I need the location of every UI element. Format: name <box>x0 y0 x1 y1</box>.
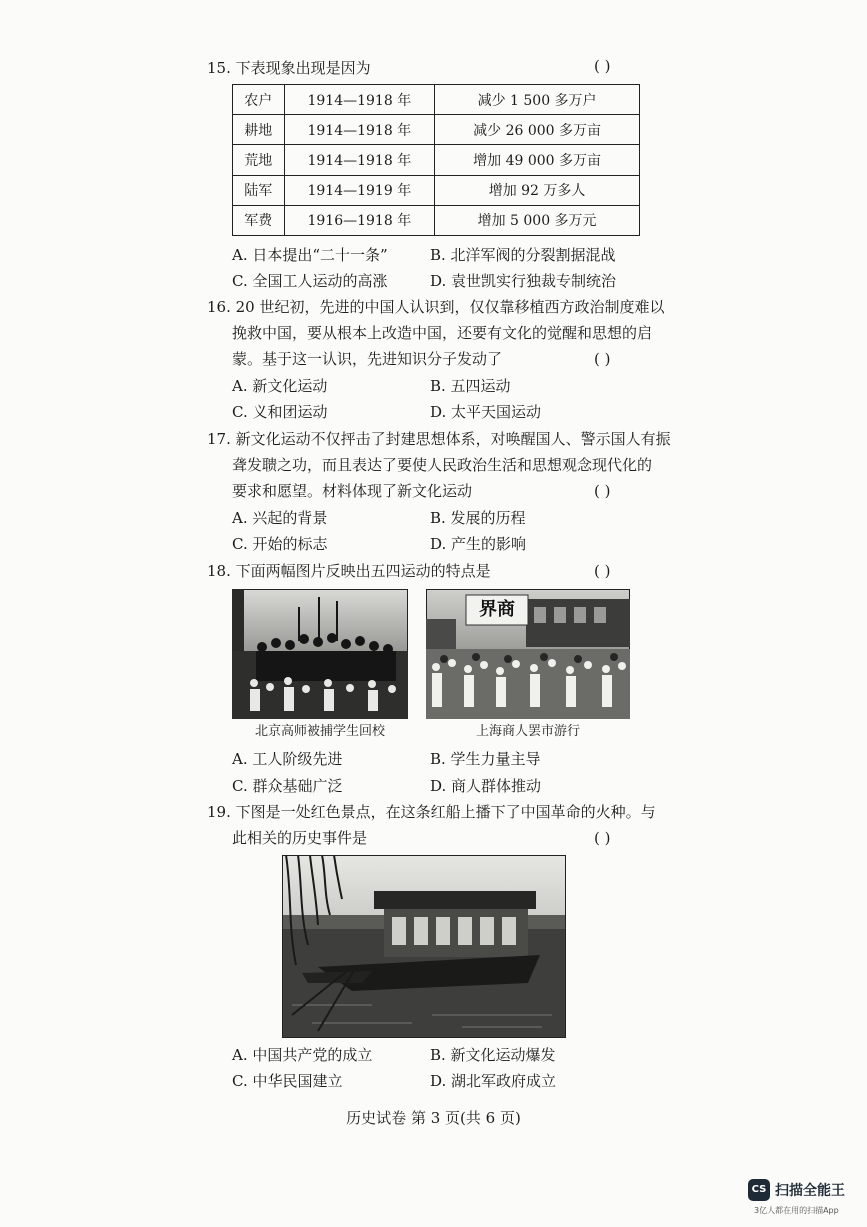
question-18-answer-blank: ( ) <box>594 562 611 580</box>
question-19-stem-line-2: 此相关的历史事件是 <box>232 829 368 847</box>
merchants-strike-caption: 上海商人罢市游行 <box>475 724 580 739</box>
table-cell: 减少 26 000 多万亩 <box>435 115 640 145</box>
question-17-option-b: B. 发展的历程 <box>430 509 526 527</box>
question-16-stem-line-2: 挽救中国，要从根本上改造中国，还要有文化的觉醒和思想的启 <box>232 324 653 342</box>
question-15-option-d: D. 袁世凯实行独裁专制统治 <box>430 272 617 290</box>
question-19-option-c: C. 中华民国建立 <box>232 1072 343 1090</box>
question-19-option-a: A. 中国共产党的成立 <box>232 1046 373 1064</box>
students-return-photo <box>232 589 408 719</box>
question-17-stem-line-3: 要求和愿望。材料体现了新文化运动 <box>232 482 473 500</box>
question-17-stem-line-2: 聋发聩之功，而且表达了要使人民政治生活和思想观念现代化的 <box>232 456 653 474</box>
scanner-watermark-title: 扫描全能王 <box>775 1183 845 1199</box>
question-16-option-a: A. 新文化运动 <box>232 377 328 395</box>
scanner-logo-icon: CS <box>748 1179 770 1201</box>
table-cell: 1916—1918 年 <box>284 205 435 235</box>
red-boat-photo <box>282 855 566 1038</box>
table-cell: 1914—1919 年 <box>284 175 435 205</box>
table-cell: 军费 <box>233 205 285 235</box>
question-15-option-c: C. 全国工人运动的高涨 <box>232 272 388 290</box>
question-15-table <box>232 84 640 236</box>
table-cell: 耕地 <box>233 115 285 145</box>
question-17-option-a: A. 兴起的背景 <box>232 509 328 527</box>
question-18-option-c: C. 群众基础广泛 <box>232 777 343 795</box>
question-15-answer-blank: ( ) <box>594 57 611 75</box>
table-cell: 1914—1918 年 <box>284 85 435 115</box>
table-row <box>233 205 640 235</box>
students-return-caption: 北京高师被捕学生回校 <box>254 724 385 739</box>
question-17-option-c: C. 开始的标志 <box>232 535 328 553</box>
question-18-option-d: D. 商人群体推动 <box>430 777 542 795</box>
question-16-stem-line-1: 16. 20 世纪初，先进的中国人认识到，仅仅靠移植西方政治制度难以 <box>207 298 665 316</box>
question-17-stem-line-1: 17. 新文化运动不仅抨击了封建思想体系，对唤醒国人、警示国人有振 <box>207 430 671 448</box>
question-19-option-d: D. 湖北军政府成立 <box>430 1072 557 1090</box>
question-17-answer-blank: ( ) <box>594 482 611 500</box>
table-cell: 增加 49 000 多万亩 <box>435 145 640 175</box>
table-row <box>233 115 640 145</box>
merchants-strike-photo <box>426 589 630 719</box>
question-18-option-b: B. 学生力量主导 <box>430 750 541 768</box>
red-boat-photo-drawing <box>282 855 566 1038</box>
question-15-stem: 15. 下表现象出现是因为 <box>207 59 371 77</box>
scanner-watermark-subtitle: 3亿人都在用的扫描App <box>754 1206 839 1215</box>
table-cell: 荒地 <box>233 145 285 175</box>
question-19-answer-blank: ( ) <box>594 829 611 847</box>
question-19-stem-line-1: 19. 下图是一处红色景点，在这条红船上播下了中国革命的火种。与 <box>207 803 656 821</box>
page-footer: 历史试卷 第 3 页(共 6 页) <box>346 1109 521 1127</box>
table-cell: 增加 92 万多人 <box>435 175 640 205</box>
question-18-stem: 18. 下面两幅图片反映出五四运动的特点是 <box>207 562 491 580</box>
table-row <box>233 145 640 175</box>
question-15-option-a: A. 日本提出“二十一条” <box>232 246 388 264</box>
table-cell: 陆军 <box>233 175 285 205</box>
question-16-answer-blank: ( ) <box>594 350 611 368</box>
merchants-strike-photo-drawing <box>426 589 630 719</box>
table-cell: 1914—1918 年 <box>284 145 435 175</box>
question-15-option-b: B. 北洋军阀的分裂割据混战 <box>430 246 616 264</box>
table-cell: 增加 5 000 多万元 <box>435 205 640 235</box>
question-16-option-b: B. 五四运动 <box>430 377 511 395</box>
table-row <box>233 85 640 115</box>
question-16-option-d: D. 太平天国运动 <box>430 403 542 421</box>
table-cell: 1914—1918 年 <box>284 115 435 145</box>
students-return-photo-drawing <box>232 589 408 719</box>
table-cell: 农户 <box>233 85 285 115</box>
question-17-option-d: D. 产生的影响 <box>430 535 527 553</box>
merchants-banner-text: 界商 <box>479 599 515 620</box>
table-cell: 减少 1 500 多万户 <box>435 85 640 115</box>
table-row <box>233 175 640 205</box>
question-19-option-b: B. 新文化运动爆发 <box>430 1046 556 1064</box>
question-18-option-a: A. 工人阶级先进 <box>232 750 343 768</box>
question-16-option-c: C. 义和团运动 <box>232 403 328 421</box>
scanner-watermark <box>748 1179 862 1219</box>
question-16-stem-line-3: 蒙。基于这一认识，先进知识分子发动了 <box>232 350 503 368</box>
